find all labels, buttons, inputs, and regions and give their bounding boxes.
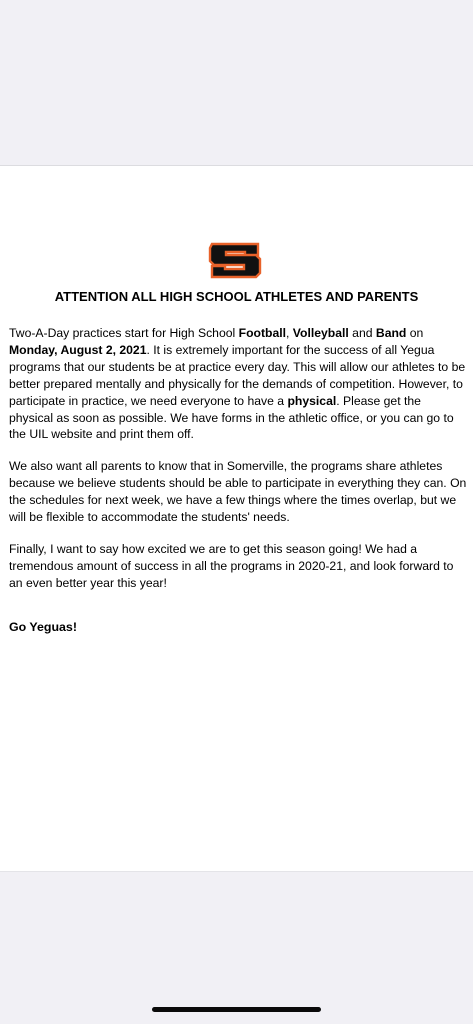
page-title: ATTENTION ALL HIGH SCHOOL ATHLETES AND PARENTS — [54, 289, 419, 304]
block-s-logo-icon — [206, 240, 264, 280]
bold-band: Band — [375, 326, 407, 340]
sign-off: Go Yeguas! — [9, 620, 77, 634]
home-indicator-bar[interactable] — [152, 1007, 321, 1012]
paragraph-season: Finally, I want to say how excited we are to get this season going! We had a tremendous amount of success in all the programs in 2020-21, and look forward to an even better year this year! — [9, 542, 454, 590]
document-page — [0, 165, 473, 872]
paragraph-shared-athletes: We also want all parents to know that in Somerville, the programs share athletes because we believe students should be able to participate in everything they can. On the schedules for next week, we have a few things where the times overlap, but we will be flexible to accommodate the students' needs. — [9, 459, 467, 524]
bold-start-date: Monday, August 2, 2021 — [9, 342, 147, 357]
bold-volleyball: Volleyball — [292, 326, 349, 340]
bold-physical: physical — [287, 393, 337, 408]
bold-football: Football — [238, 326, 287, 340]
paragraph-practices: Two-A-Day practices start for High School Football, Volleyball and Band on Monday, August 2, 2021. It is extremely important for the success of all Yegua programs that our students be at practice every day. This will allow our athletes to be better prepared mentally and physically for the demands of competition. However, to participate in practice, we need everyone to have a physical. Please get the physical as soon as possible. We have forms in the athletic office, or you can go to the UIL website and print them off. — [9, 326, 466, 442]
